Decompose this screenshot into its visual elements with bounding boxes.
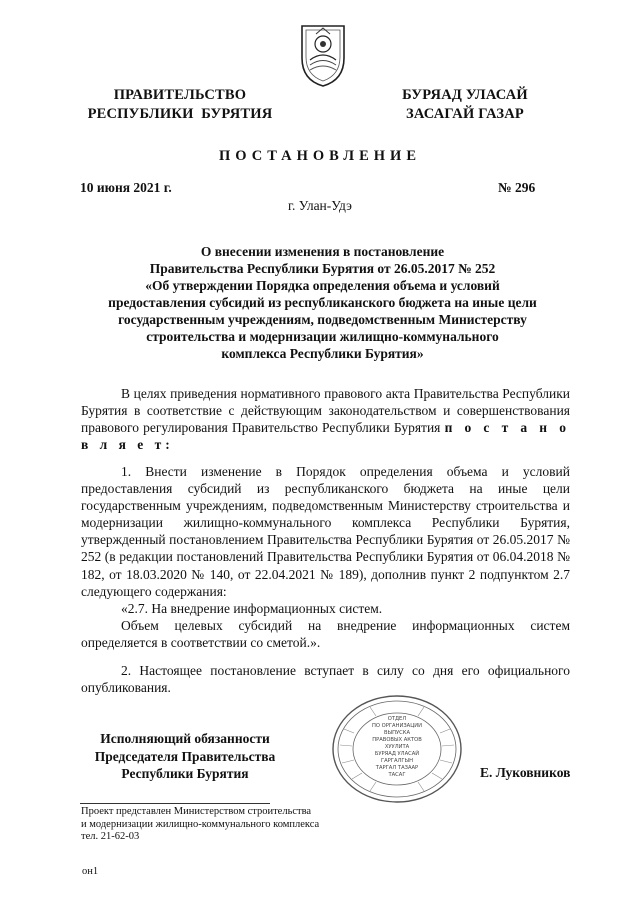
document-number: № 296 <box>498 180 536 195</box>
footnote-line: Проект представлен Министерством строительства <box>81 806 312 817</box>
seal-text-line: ГАРГАЛГЫН <box>380 758 414 764</box>
document-mark: он1 <box>82 866 99 877</box>
seal-text-line: ОТДЕЛ <box>387 716 407 722</box>
preamble-paragraph <box>81 385 570 453</box>
title-line: строительства и модернизации жилищно-коммунального <box>146 329 499 344</box>
seal-text-line: ХУУЛИТА <box>384 744 410 750</box>
item-1-block <box>81 463 570 651</box>
resolves-word: п о с т а н о в л я е т: <box>81 420 570 453</box>
seal-text-line: ТАРГАЛ ТАЗААР <box>375 765 419 771</box>
signer-position <box>75 730 295 783</box>
signer-position-line: Исполняющий обязанности <box>100 731 270 746</box>
title-line: «Об утверждении Порядка определения объема и условий <box>145 278 500 293</box>
signer-position-line: Председателя Правительства <box>94 748 276 764</box>
seal-text-line: ПО ОРГАНИЗАЦИИ <box>371 723 423 729</box>
seal-text-line: БУРЯАД УЛАСАЙ <box>374 751 420 757</box>
signer-name: Е. Луковников <box>480 765 571 780</box>
footnote-line: тел. 21-62-03 <box>81 831 140 842</box>
government-name-line: ПРАВИТЕЛЬСТВО <box>113 87 247 103</box>
government-name-line: ЗАСАГАЙ ГАЗАР <box>406 106 524 122</box>
signer-position-line: Республики Бурятия <box>121 766 249 781</box>
item-2-7-heading: «2.7. На внедрение информационных систем. <box>121 600 383 616</box>
coat-of-arms-emblem <box>298 20 348 88</box>
footnote <box>81 806 401 844</box>
title-line: О внесении изменения в постановление <box>200 244 445 259</box>
item-1-paragraph: 1. Внести изменение в Порядок определения объема и условий предоставления субсидий из республиканского бюджета на иные цели государственным учреждениям, подведомственным Министерству строительства и модернизации жилищно-коммунального комплекса Республики Бурятия, утвержденный постановлением Правительства Республики Бурятия от 26.05.2017 № 252 (в редакции постановлений Правительства Республики Бурятия от 06.04.2018 № 182, от 18.03.2020 № 140, от 22.04.2021 № 189), дополнив пункт 2 подпунктом 2.7 следующего содержания: <box>81 464 570 599</box>
government-name-line: РЕСПУБЛИКИ БУРЯТИЯ <box>87 106 273 122</box>
official-seal <box>330 693 464 805</box>
footnote-line: и модернизации жилищно-коммунального комплекса <box>81 818 320 830</box>
item-2-block <box>81 662 570 696</box>
item-2-paragraph: 2. Настоящее постановление вступает в силу со дня его официального опубликования. <box>81 663 570 696</box>
document-type: ПОСТАНОВЛЕНИЕ <box>218 148 421 164</box>
government-name-line: БУРЯАД УЛАСАЙ <box>402 87 528 103</box>
government-name-russian <box>75 86 285 124</box>
government-name-buryat <box>360 86 570 124</box>
document-title <box>80 243 565 362</box>
document-date: 10 июня 2021 г. <box>80 180 172 195</box>
title-line: комплекса Республики Бурятия» <box>221 346 424 361</box>
preamble-text: В целях приведения нормативного правового акта Правительства Республики Бурятия в соответствие с действующим законодательством и совершенствования правового регулирования Правительство Республики Бурятия <box>81 386 570 436</box>
document-city: г. Улан-Удэ <box>288 198 352 213</box>
seal-text-line: ВЫПУСКА <box>383 730 411 736</box>
title-line: предоставления субсидий из республиканского бюджета на иные цели <box>108 295 537 310</box>
seal-text-line: ТАСАГ <box>388 772 406 778</box>
seal-text-line: ПРАВОВЫХ АКТОВ <box>372 737 422 743</box>
item-2-7-body: Объем целевых субсидий на внедрение информационных систем определяется в соответствии со сметой.». <box>81 617 570 650</box>
title-line: государственным учреждениям, подведомственным Министерству <box>118 312 527 327</box>
title-line: Правительства Республики Бурятия от 26.05.2017 № 252 <box>149 261 496 276</box>
footnote-divider <box>80 803 270 804</box>
